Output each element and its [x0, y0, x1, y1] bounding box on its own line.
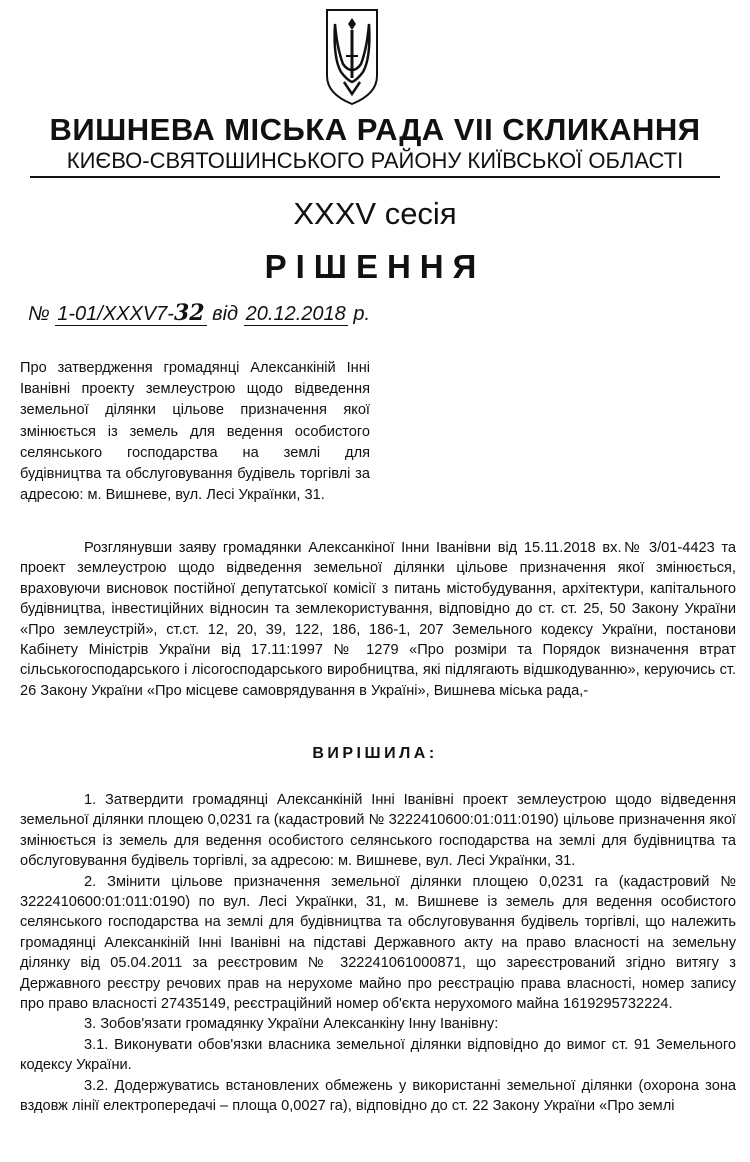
decision-number-handwritten: 32 [173, 300, 205, 326]
decision-number-line [28, 300, 370, 326]
preamble [20, 538, 736, 701]
decision-number [55, 300, 206, 326]
document-type-title: РІШЕННЯ [264, 248, 486, 285]
decision-items [20, 790, 736, 1117]
item-1: 1. Затвердити громадянці Алексанкіній Інні Іванівні проект землеустрою щодо відведення земельної ділянки площею 0,0231 га (кадастровий № 3222410600:01:011:0190) цільове призначення якої змінюється із земель для ведення особистого селянського господарства на землі для будівництва та обслуговування будівель торгівлі, за адресою: м. Вишневе, вул. Лесі Українки, 31. [20, 792, 736, 870]
council-title: ВИШНЕВА МІСЬКА РАДА VII СКЛИКАННЯ [49, 112, 701, 147]
item-3-1: 3.1. Виконувати обов'язки власника земельної ділянки відповідно до вимог ст. 91 Земельного кодексу України. [20, 1036, 736, 1074]
resolved-heading: ВИРІШИЛА: [312, 745, 438, 762]
session-title: XXXV сесія [293, 196, 457, 231]
trident-emblem-icon [323, 8, 381, 106]
decision-subject [20, 358, 370, 506]
district-subtitle: КИЄВО-СВЯТОШИНСЬКОГО РАЙОНУ КИЇВСЬКОЇ ОБЛАСТІ [30, 148, 720, 178]
year-suffix: р. [353, 303, 371, 325]
decision-number-printed: 1-01/XXXV7- [57, 303, 174, 325]
subject-text: Про затвердження громадянці Алексанкіній Інні Іванівні проекту землеустрою щодо відведення земельної ділянки цільове призначення якої змінюється із земель для ведення особистого селянського господарства на землі для будівництва та обслуговування будівель торгівлі за адресою: м. Вишневе, вул. Лесі Українки, 31. [20, 360, 370, 504]
from-label: від [212, 303, 239, 325]
number-label: № [28, 303, 50, 325]
item-2: 2. Змінити цільове призначення земельної ділянки площею 0,0231 га (кадастровий № 3222410600:01:011:0190) по вул. Лесі Українки, 31, м. Вишневе із земель для ведення особистого селянського господарства на землі для будівництва та обслуговування будівель торгівлі, що належить громадянці Алексанкіній Інні Іванівні на підставі Державного акту на право власності на земельну ділянку від 05.04.2011 за реєстровим № 322241061000871, що зареєстрований згідно витягу з Державного реєстру речових прав на нерухоме майно про реєстрацію права власності, номер запису про право власності 27435149, реєстраційний номер об'єкта нерухомого майна 1619295732224. [20, 873, 736, 1013]
decision-date: 20.12.2018 [245, 303, 346, 325]
item-3-2: 3.2. Додержуватись встановлених обмежень у використанні земельної ділянки (охорона зона вздовж лінії електропередачі – площа 0,0027 га), відповідно до ст. 22 Закону України «Про землі [20, 1077, 736, 1115]
item-3: 3. Зобов'язати громадянку України Алексанкіну Інну Іванівну: [84, 1016, 499, 1033]
preamble-text: Розглянувши заяву громадянки Алексанкіної Інни Іванівни від 15.11.2018 вх.№ 3/01-4423 та проект землеустрою щодо відведення земельної ділянки цільове призначення якої змінюється, враховуючи висновок постійної депутатської комісії з питань містобудування, архітектури, капітального будівництва, інвестиційних відносин та землекористування, відповідно до ст. ст. 25, 50 Закону України «Про землеустрій», ст.ст. 12, 20, 39, 122, 186, 186-1, 207 Земельного кодексу України, постанови Кабінету Міністрів України від 17.11:1997 № 1279 «Про розміри та Порядок визначення втрат сільськогосподарського і лісогосподарського виробництва, які підлягають відшкодуванню», керуючись ст. 26 Закону України «Про місцеве самоврядування в Україні», Вишнева міська рада,- [20, 540, 736, 699]
